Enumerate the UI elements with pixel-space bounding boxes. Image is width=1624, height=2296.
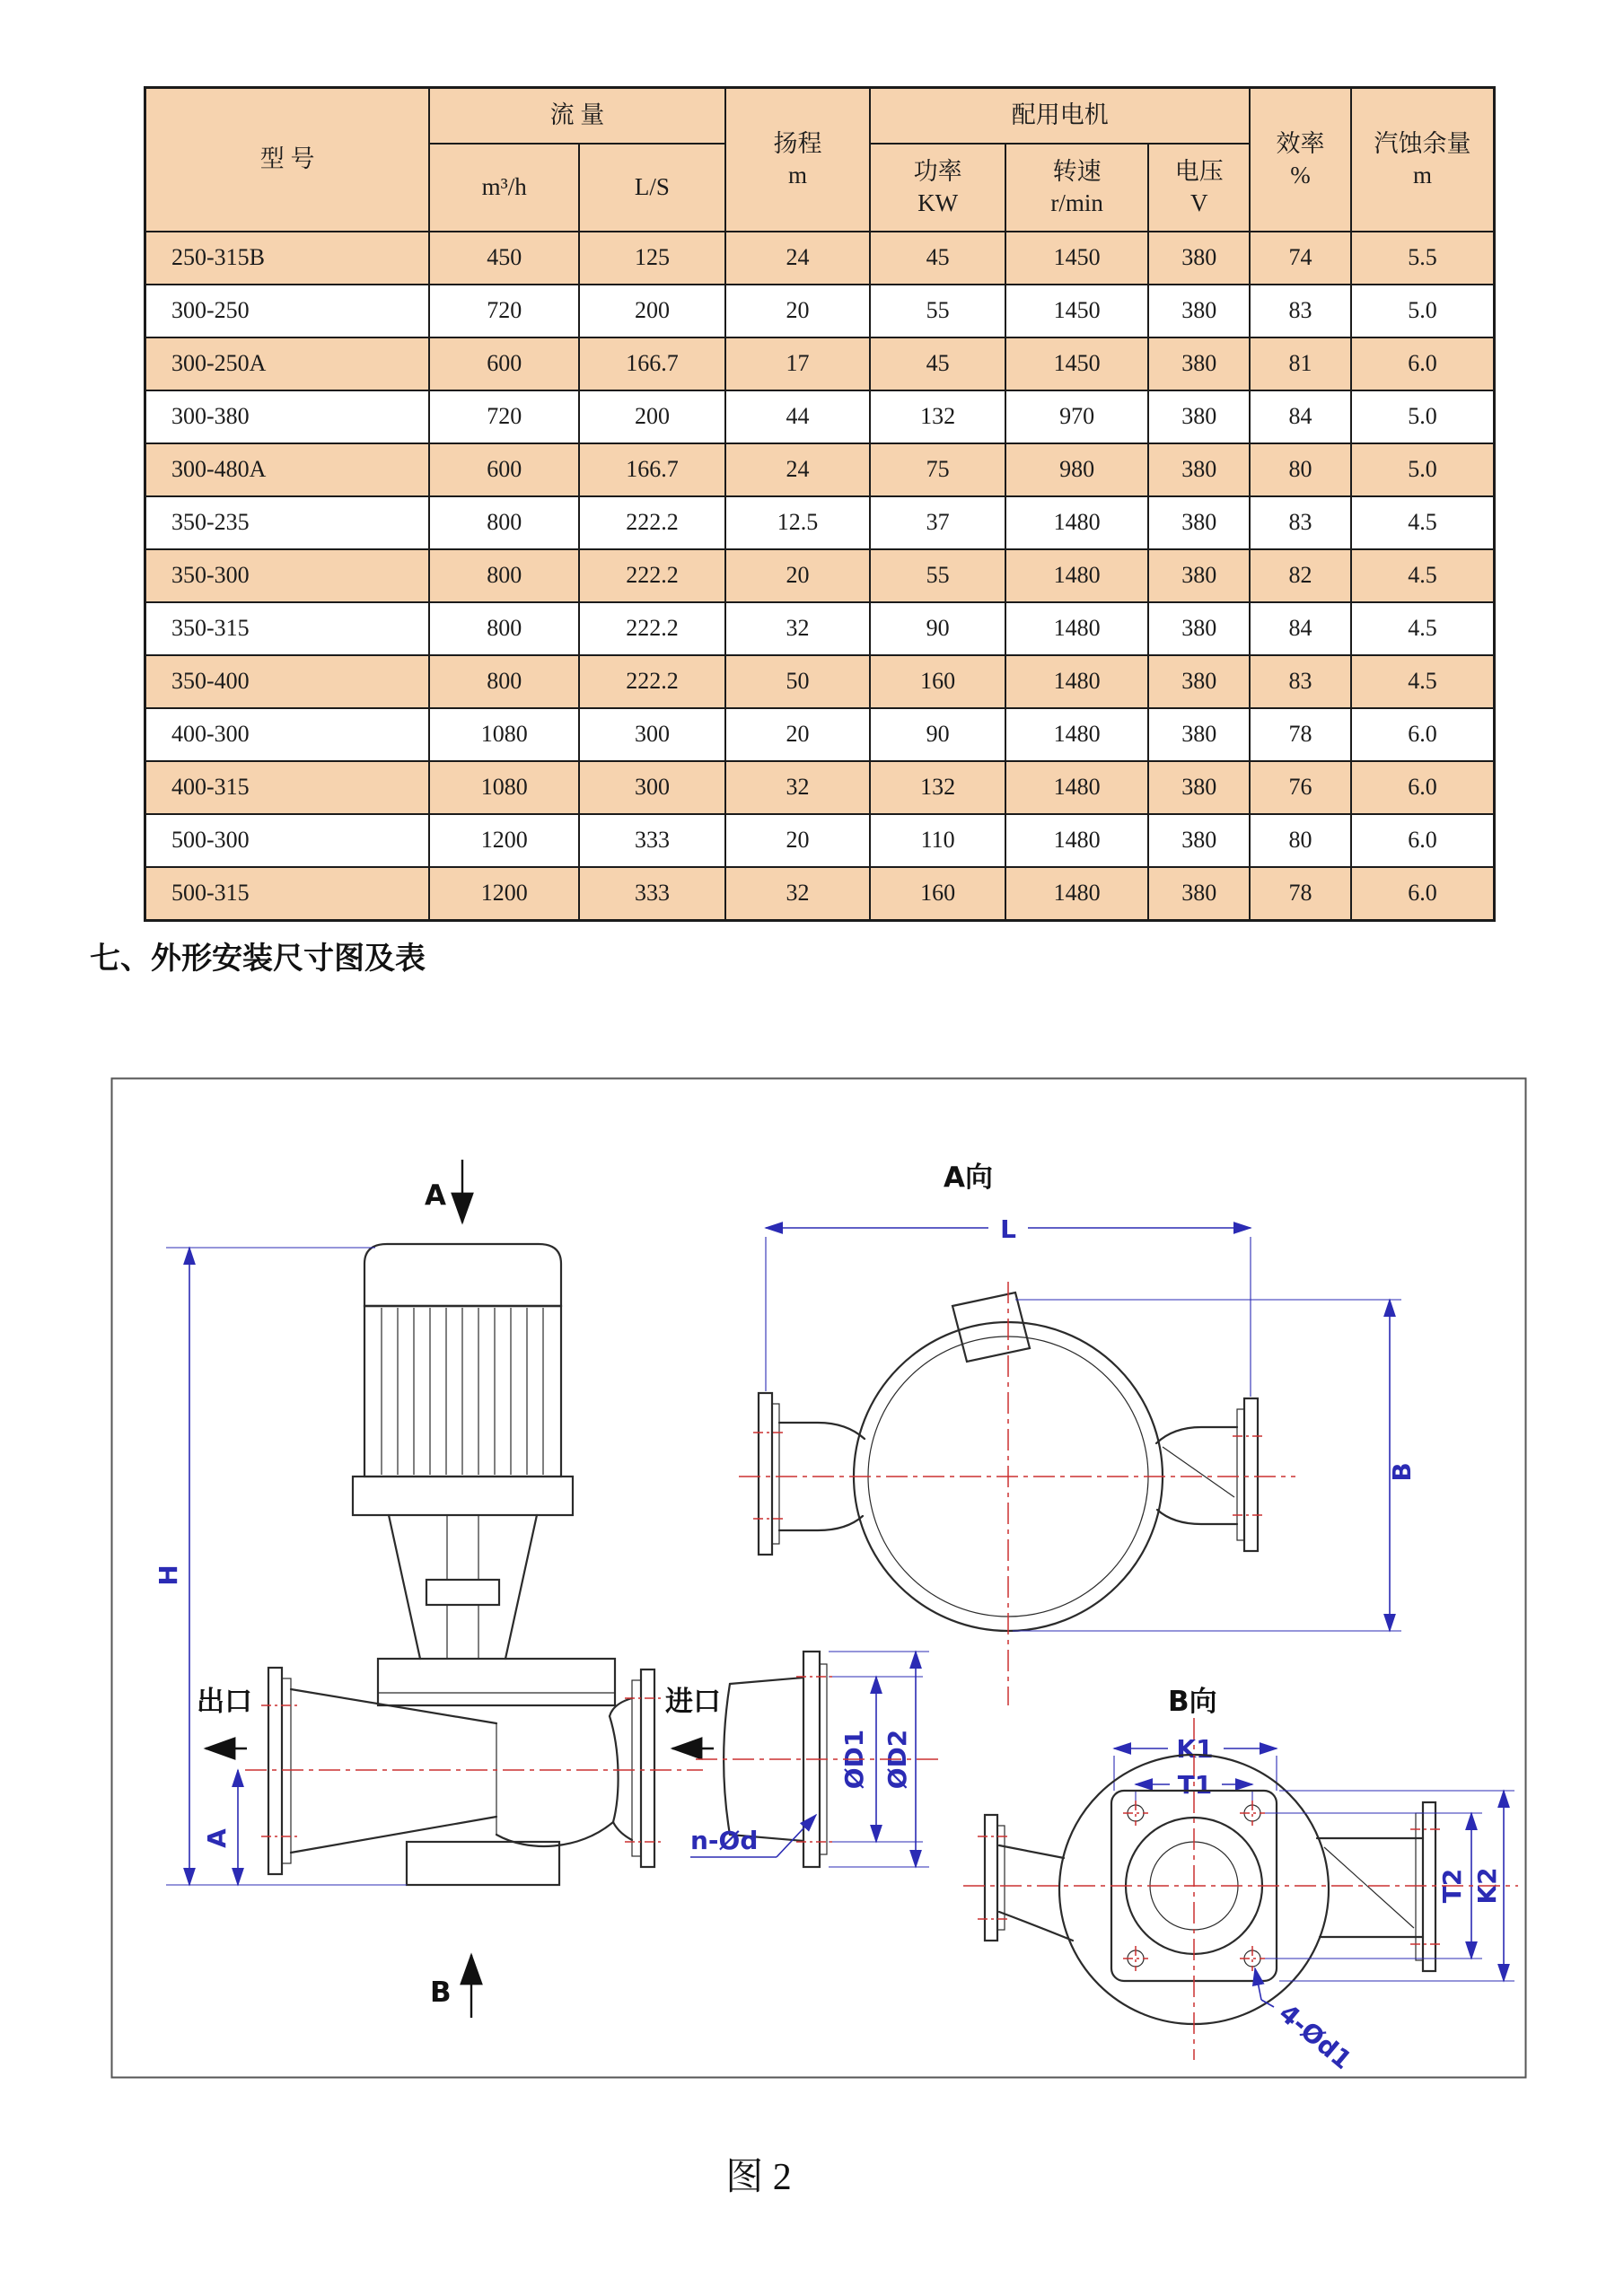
view-a-label: A向 bbox=[944, 1161, 993, 1194]
dim-t2-label: T2 bbox=[1437, 1868, 1467, 1904]
front-view bbox=[154, 1160, 721, 2018]
cell-npsh: 6.0 bbox=[1351, 867, 1495, 921]
table-row bbox=[145, 655, 1495, 708]
cell-model: 400-300 bbox=[145, 708, 430, 761]
cell-efficiency: 82 bbox=[1250, 549, 1351, 602]
cell-speed: 1480 bbox=[1005, 602, 1148, 655]
cell-power: 45 bbox=[870, 232, 1005, 285]
cell-voltage: 380 bbox=[1148, 602, 1250, 655]
header-flow: 流 量 bbox=[429, 88, 724, 145]
cell-flow-m3h: 600 bbox=[429, 443, 579, 496]
cell-npsh: 6.0 bbox=[1351, 761, 1495, 814]
view-a-right-flange bbox=[1156, 1398, 1258, 1551]
cell-power: 160 bbox=[870, 867, 1005, 921]
cell-head: 20 bbox=[725, 814, 871, 867]
cell-flow-ls: 166.7 bbox=[579, 337, 724, 390]
cell-power: 90 bbox=[870, 602, 1005, 655]
dim-h bbox=[154, 1248, 407, 1885]
cell-head: 17 bbox=[725, 337, 871, 390]
cell-flow-ls: 222.2 bbox=[579, 549, 724, 602]
header-head-unit: m bbox=[788, 162, 808, 188]
header-power bbox=[870, 144, 1005, 232]
cell-model: 350-315 bbox=[145, 602, 430, 655]
cell-voltage: 380 bbox=[1148, 655, 1250, 708]
motor-dome bbox=[364, 1244, 561, 1306]
section-a-label: A bbox=[425, 1179, 446, 1212]
cell-model: 300-480A bbox=[145, 443, 430, 496]
cell-power: 132 bbox=[870, 761, 1005, 814]
cell-speed: 1480 bbox=[1005, 761, 1148, 814]
pump-body bbox=[407, 1716, 619, 1885]
header-voltage bbox=[1148, 144, 1250, 232]
header-power-cn: 功率 bbox=[913, 157, 962, 185]
table-row bbox=[145, 232, 1495, 285]
cell-speed: 1480 bbox=[1005, 814, 1148, 867]
cell-model: 400-315 bbox=[145, 761, 430, 814]
cell-power: 132 bbox=[870, 390, 1005, 443]
cell-flow-ls: 222.2 bbox=[579, 602, 724, 655]
cell-speed: 1480 bbox=[1005, 496, 1148, 549]
dim-b-label: B bbox=[1387, 1462, 1417, 1482]
dim-d2-label: ØD2 bbox=[882, 1729, 912, 1790]
cell-model: 300-250A bbox=[145, 337, 430, 390]
dim-nd bbox=[690, 1815, 816, 1857]
header-npsh-unit: m bbox=[1412, 162, 1432, 188]
cell-flow-ls: 200 bbox=[579, 390, 724, 443]
cell-flow-ls: 222.2 bbox=[579, 655, 724, 708]
cell-voltage: 380 bbox=[1148, 761, 1250, 814]
cell-speed: 1480 bbox=[1005, 867, 1148, 921]
cell-flow-m3h: 1200 bbox=[429, 867, 579, 921]
table-row bbox=[145, 390, 1495, 443]
section-heading: 七、外形安装尺寸图及表 bbox=[90, 942, 426, 976]
header-speed-unit: r/min bbox=[1050, 189, 1103, 216]
view-b bbox=[963, 1686, 1518, 2075]
cell-head: 32 bbox=[725, 867, 871, 921]
flange-detail bbox=[690, 1652, 941, 1867]
header-motor: 配用电机 bbox=[870, 88, 1250, 145]
dim-l-label: L bbox=[1000, 1214, 1016, 1244]
cell-head: 32 bbox=[725, 761, 871, 814]
dim-d1-label: ØD1 bbox=[839, 1729, 869, 1790]
cell-head: 50 bbox=[725, 655, 871, 708]
pump-support bbox=[389, 1515, 537, 1659]
cell-flow-m3h: 800 bbox=[429, 549, 579, 602]
cell-speed: 1450 bbox=[1005, 232, 1148, 285]
cell-model: 350-235 bbox=[145, 496, 430, 549]
cell-speed: 970 bbox=[1005, 390, 1148, 443]
cell-speed: 1450 bbox=[1005, 285, 1148, 337]
view-a bbox=[739, 1161, 1417, 1705]
cell-speed: 1480 bbox=[1005, 655, 1148, 708]
view-b-left-flange bbox=[985, 1815, 1005, 1941]
inlet-label: 进口 bbox=[665, 1686, 721, 1718]
table-header bbox=[145, 88, 1495, 232]
view-b-right-flange bbox=[1317, 1802, 1435, 1971]
header-voltage-cn: 电压 bbox=[1174, 157, 1224, 185]
cell-power: 37 bbox=[870, 496, 1005, 549]
cell-efficiency: 83 bbox=[1250, 655, 1351, 708]
drawing-svg bbox=[110, 1077, 1527, 2079]
cell-voltage: 380 bbox=[1148, 285, 1250, 337]
pump-base bbox=[407, 1842, 559, 1885]
cell-efficiency: 84 bbox=[1250, 602, 1351, 655]
header-efficiency bbox=[1250, 88, 1351, 232]
cell-flow-ls: 333 bbox=[579, 814, 724, 867]
cell-voltage: 380 bbox=[1148, 814, 1250, 867]
header-eff-cn: 效率 bbox=[1276, 129, 1325, 157]
outlet-flange bbox=[268, 1668, 496, 1874]
table-row bbox=[145, 867, 1495, 921]
table-row bbox=[145, 761, 1495, 814]
dim-t1-label: T1 bbox=[1177, 1770, 1213, 1800]
cell-flow-m3h: 720 bbox=[429, 285, 579, 337]
figure-caption: 图 2 bbox=[725, 2157, 792, 2198]
section-b-label: B bbox=[430, 1976, 452, 2009]
dim-b bbox=[1013, 1300, 1417, 1631]
cell-model: 300-250 bbox=[145, 285, 430, 337]
cell-flow-ls: 200 bbox=[579, 285, 724, 337]
cell-voltage: 380 bbox=[1148, 390, 1250, 443]
top-stub bbox=[952, 1293, 1030, 1362]
header-voltage-unit: V bbox=[1189, 189, 1208, 216]
dim-nd-label: n-Ød bbox=[690, 1826, 759, 1855]
table-row bbox=[145, 708, 1495, 761]
cell-efficiency: 76 bbox=[1250, 761, 1351, 814]
table-row bbox=[145, 496, 1495, 549]
cell-efficiency: 74 bbox=[1250, 232, 1351, 285]
dim-a bbox=[202, 1770, 238, 1885]
pump-spec-table bbox=[144, 86, 1496, 922]
cell-flow-m3h: 1200 bbox=[429, 814, 579, 867]
volute-outlet-top bbox=[999, 1845, 1064, 1858]
cell-flow-m3h: 600 bbox=[429, 337, 579, 390]
cell-flow-m3h: 800 bbox=[429, 655, 579, 708]
table-row bbox=[145, 443, 1495, 496]
cell-power: 160 bbox=[870, 655, 1005, 708]
cell-flow-m3h: 450 bbox=[429, 232, 579, 285]
cell-voltage: 380 bbox=[1148, 232, 1250, 285]
cell-npsh: 5.5 bbox=[1351, 232, 1495, 285]
cell-flow-ls: 125 bbox=[579, 232, 724, 285]
dim-4d1-label: 4-Ød1 bbox=[1273, 1998, 1358, 2076]
cell-npsh: 5.0 bbox=[1351, 443, 1495, 496]
cell-flow-m3h: 800 bbox=[429, 602, 579, 655]
cell-model: 350-400 bbox=[145, 655, 430, 708]
header-npsh bbox=[1351, 88, 1495, 232]
view-a-left-flange bbox=[759, 1393, 865, 1555]
cell-flow-m3h: 720 bbox=[429, 390, 579, 443]
cell-efficiency: 80 bbox=[1250, 814, 1351, 867]
header-flow-ls: L/S bbox=[579, 144, 724, 232]
outlet-label: 出口 bbox=[197, 1686, 252, 1718]
pump-top-plate bbox=[378, 1659, 615, 1705]
cell-speed: 1480 bbox=[1005, 549, 1148, 602]
cell-npsh: 4.5 bbox=[1351, 549, 1495, 602]
cell-npsh: 5.0 bbox=[1351, 390, 1495, 443]
cell-head: 20 bbox=[725, 708, 871, 761]
header-npsh-cn: 汽蚀余量 bbox=[1374, 129, 1471, 157]
table-body bbox=[145, 232, 1495, 921]
motor-fins bbox=[382, 1308, 543, 1475]
cell-head: 24 bbox=[725, 443, 871, 496]
cell-power: 45 bbox=[870, 337, 1005, 390]
cell-power: 75 bbox=[870, 443, 1005, 496]
cell-power: 110 bbox=[870, 814, 1005, 867]
cell-flow-ls: 333 bbox=[579, 867, 724, 921]
dim-k2-label: K2 bbox=[1472, 1867, 1502, 1905]
cell-power: 55 bbox=[870, 285, 1005, 337]
cell-speed: 1480 bbox=[1005, 708, 1148, 761]
cell-head: 44 bbox=[725, 390, 871, 443]
cell-model: 250-315B bbox=[145, 232, 430, 285]
dim-k1-label: K1 bbox=[1176, 1734, 1214, 1764]
header-model: 型 号 bbox=[145, 88, 430, 232]
header-flow-m3h: m³/h bbox=[429, 144, 579, 232]
header-eff-unit: % bbox=[1290, 162, 1311, 188]
cell-power: 90 bbox=[870, 708, 1005, 761]
motor-flange bbox=[353, 1477, 573, 1515]
cell-power: 55 bbox=[870, 549, 1005, 602]
cell-npsh: 6.0 bbox=[1351, 708, 1495, 761]
cell-model: 500-300 bbox=[145, 814, 430, 867]
cell-head: 24 bbox=[725, 232, 871, 285]
cell-voltage: 380 bbox=[1148, 867, 1250, 921]
cell-flow-m3h: 1080 bbox=[429, 708, 579, 761]
cell-voltage: 380 bbox=[1148, 496, 1250, 549]
cell-head: 12.5 bbox=[725, 496, 871, 549]
cell-efficiency: 84 bbox=[1250, 390, 1351, 443]
cell-voltage: 380 bbox=[1148, 443, 1250, 496]
cell-flow-m3h: 1080 bbox=[429, 761, 579, 814]
cell-speed: 1450 bbox=[1005, 337, 1148, 390]
inlet-flange bbox=[610, 1669, 654, 1867]
header-head bbox=[725, 88, 871, 232]
cell-model: 500-315 bbox=[145, 867, 430, 921]
cell-npsh: 5.0 bbox=[1351, 285, 1495, 337]
cell-npsh: 6.0 bbox=[1351, 814, 1495, 867]
installation-dimension-drawing bbox=[110, 1077, 1527, 2079]
cell-head: 20 bbox=[725, 549, 871, 602]
table-row bbox=[145, 814, 1495, 867]
header-speed-cn: 转速 bbox=[1052, 157, 1102, 185]
cell-efficiency: 81 bbox=[1250, 337, 1351, 390]
cell-efficiency: 83 bbox=[1250, 285, 1351, 337]
cell-efficiency: 83 bbox=[1250, 496, 1351, 549]
cell-npsh: 4.5 bbox=[1351, 655, 1495, 708]
table-row bbox=[145, 549, 1495, 602]
cell-head: 32 bbox=[725, 602, 871, 655]
cell-npsh: 4.5 bbox=[1351, 496, 1495, 549]
cell-npsh: 4.5 bbox=[1351, 602, 1495, 655]
table-row bbox=[145, 285, 1495, 337]
cell-voltage: 380 bbox=[1148, 708, 1250, 761]
dim-a-label: A bbox=[202, 1828, 232, 1848]
cell-npsh: 6.0 bbox=[1351, 337, 1495, 390]
table-row bbox=[145, 337, 1495, 390]
cell-efficiency: 78 bbox=[1250, 708, 1351, 761]
cell-flow-ls: 222.2 bbox=[579, 496, 724, 549]
header-power-unit: KW bbox=[917, 189, 959, 216]
cell-flow-ls: 300 bbox=[579, 708, 724, 761]
dim-4d1 bbox=[1255, 1968, 1357, 2075]
view-b-label: B向 bbox=[1168, 1686, 1217, 1718]
cell-model: 350-300 bbox=[145, 549, 430, 602]
cell-flow-ls: 300 bbox=[579, 761, 724, 814]
table-row bbox=[145, 602, 1495, 655]
header-speed bbox=[1005, 144, 1148, 232]
cell-efficiency: 80 bbox=[1250, 443, 1351, 496]
cell-flow-m3h: 800 bbox=[429, 496, 579, 549]
cell-model: 300-380 bbox=[145, 390, 430, 443]
cell-flow-ls: 166.7 bbox=[579, 443, 724, 496]
cell-voltage: 380 bbox=[1148, 337, 1250, 390]
cell-head: 20 bbox=[725, 285, 871, 337]
cell-voltage: 380 bbox=[1148, 549, 1250, 602]
cell-efficiency: 78 bbox=[1250, 867, 1351, 921]
dim-h-label: H bbox=[154, 1564, 183, 1586]
cell-speed: 980 bbox=[1005, 443, 1148, 496]
header-head-cn: 扬程 bbox=[773, 129, 822, 157]
